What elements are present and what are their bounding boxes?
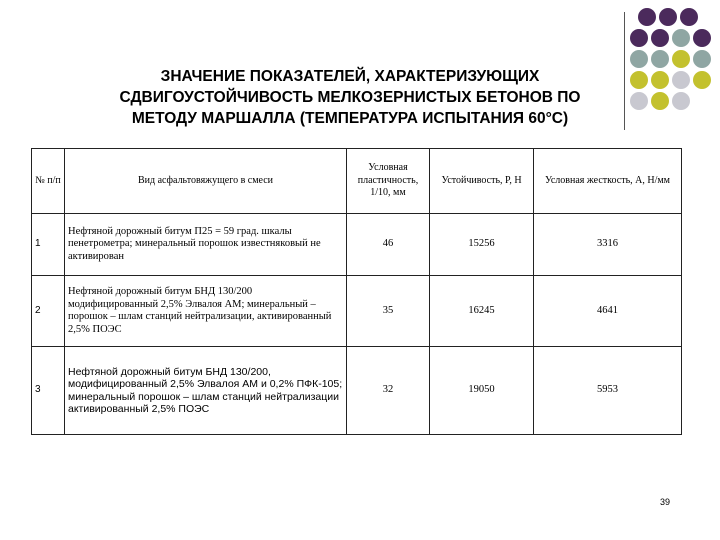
page-number: 39 <box>660 497 671 507</box>
decorative-dot <box>672 50 690 68</box>
decorative-dot <box>659 8 677 26</box>
decorative-dot <box>630 71 648 89</box>
row-binder: Нефтяной дорожный битум БНД 130/200, модифицированный 2,5% Элвалоя АМ и 0,2% ПФК-105; минеральный порошок – шлам станций нейтрализации активированный 2,5% ПОЭС <box>65 347 347 435</box>
row-num: 2 <box>32 276 65 347</box>
row-stiffness: 3316 <box>534 214 682 276</box>
marshall-results-table <box>31 148 682 435</box>
decorative-dot <box>630 50 648 68</box>
decorative-dot <box>638 8 656 26</box>
table-row <box>32 214 682 276</box>
decorative-dot <box>680 8 698 26</box>
row-plasticity: 35 <box>347 276 430 347</box>
header-binder: Вид асфальтовяжущего в смеси <box>65 149 347 214</box>
title-line-3: МЕТОДУ МАРШАЛЛА (ТЕМПЕРАТУРА ИСПЫТАНИЯ 60°С) <box>131 110 569 127</box>
decorative-dot <box>651 71 669 89</box>
decorative-dot <box>651 29 669 47</box>
title-line-2: СДВИГОУСТОЙЧИВОСТЬ МЕЛКОЗЕРНИСТЫХ БЕТОНОВ ПО <box>119 89 581 106</box>
header-num: № п/п <box>32 149 65 214</box>
decorative-dot <box>693 50 711 68</box>
row-num: 3 <box>32 347 65 435</box>
decorative-dot-grid <box>630 8 720 120</box>
decorative-dot <box>651 92 669 110</box>
row-num: 1 <box>32 214 65 276</box>
table-row <box>32 347 682 435</box>
row-plasticity: 46 <box>347 214 430 276</box>
header-stiffness: Условная жесткость, А, Н/мм <box>534 149 682 214</box>
table-row <box>32 276 682 347</box>
header-stability: Устойчивость, Р, Н <box>430 149 534 214</box>
row-plasticity: 32 <box>347 347 430 435</box>
decorative-dot <box>693 71 711 89</box>
decorative-dot <box>672 71 690 89</box>
decorative-divider <box>624 12 625 130</box>
decorative-dot <box>672 92 690 110</box>
decorative-dot <box>630 92 648 110</box>
decorative-dot <box>693 29 711 47</box>
title-line-1: ЗНАЧЕНИЕ ПОКАЗАТЕЛЕЙ, ХАРАКТЕРИЗУЮЩИХ <box>160 68 540 85</box>
decorative-dot <box>651 50 669 68</box>
row-stiffness: 4641 <box>534 276 682 347</box>
slide-title <box>80 66 620 129</box>
table-header-row <box>32 149 682 214</box>
header-plasticity: Условная пластичность, 1/10, мм <box>347 149 430 214</box>
row-binder: Нефтяной дорожный битум БНД 130/200 модифицированный 2,5% Элвалоя АМ; минеральный – порошок – шлам станций нейтрализации, активированный 2,5% ПОЭС <box>65 276 347 347</box>
decorative-dot <box>672 29 690 47</box>
row-stability: 15256 <box>430 214 534 276</box>
decorative-dot <box>630 29 648 47</box>
row-stability: 16245 <box>430 276 534 347</box>
row-stability: 19050 <box>430 347 534 435</box>
row-binder: Нефтяной дорожный битум П25 = 59 град. шкалы пенетрометра; минеральный порошок известняковый не активирован <box>65 214 347 276</box>
row-stiffness: 5953 <box>534 347 682 435</box>
